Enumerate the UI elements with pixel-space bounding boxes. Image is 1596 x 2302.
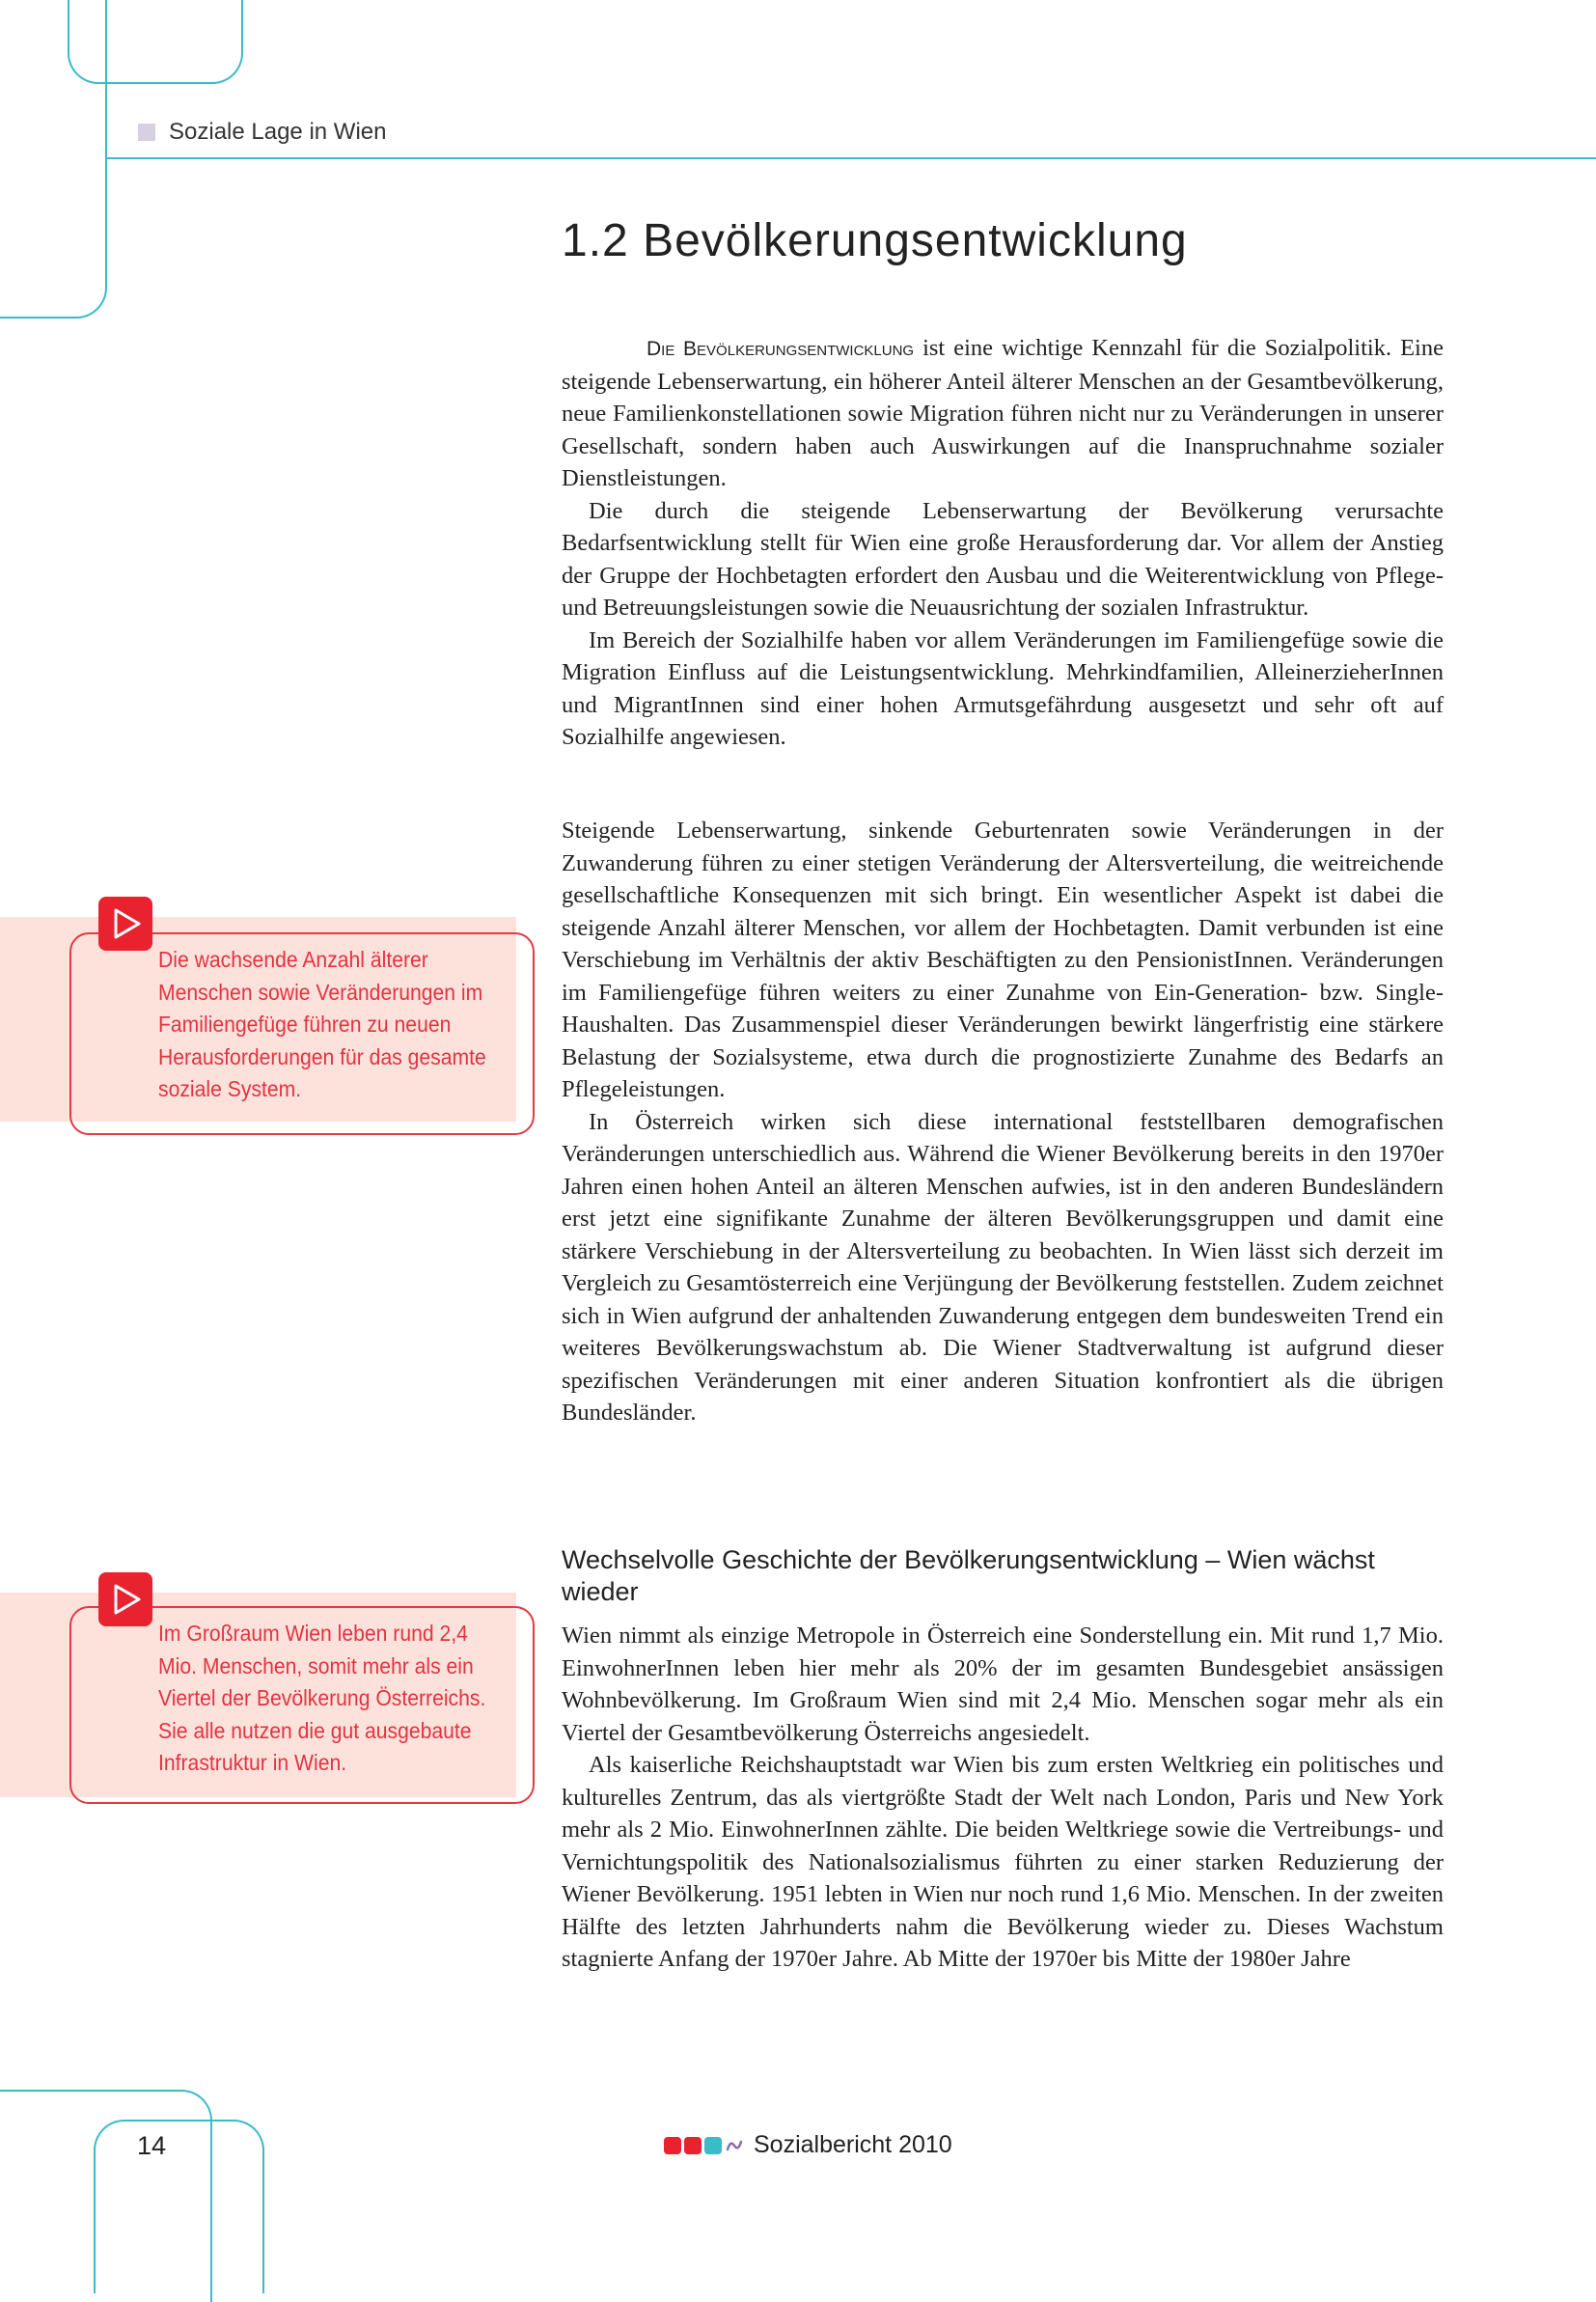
callout-text: Im Großraum Wien leben rund 2,4 Mio. Menschen, somit mehr als ein Viertel der Bevölkerung Österreichs. Sie alle nutzen die gut ausgebaute Infrastruktur in Wien.	[158, 1621, 486, 1775]
callout-badge	[98, 897, 152, 951]
intro-rest: ist eine wichtige Kennzahl für die Sozialpolitik. Eine steigende Lebenserwartung, ein höherer Anteil älterer Menschen an der Gesamtbevölkerung, neue Familienkonstellationen sowie Migration führen nicht nur zu Veränderungen in unserer Gesellschaft, sondern haben auch Auswirkungen auf die Inanspruchnahme sozialer Dienstleistungen.	[562, 335, 1444, 491]
paragraph: Als kaiserliche Reichshauptstadt war Wien bis zum ersten Weltkrieg ein politisches und kulturelles Zentrum, das als viertgrößte Stadt der Welt nach London, Paris und New York mehr als 2 Mio. EinwohnerInnen zählte. Die beiden Weltkriege sowie die Vertreibungs- und Vernichtungspolitik des Nationalsozialismus führten zu einer starken Reduzierung der Wiener Bevölkerung. 1951 lebten in Wien nur noch rund 1,6 Mio. Menschen. In der zweiten Hälfte des letzten Jahrhunderts nahm die Bevölkerung wieder zu. Dieses Wachstum stagnierte Anfang der 1970er Jahre. Ab Mitte der 1970er bis Mitte der 1980er Jahre	[562, 1752, 1444, 1972]
paragraph: Die durch die steigende Lebenserwartung der Bevölkerung verursachte Bedarfsentwicklung stellt für Wien eine große Herausforderung dar. Vor allem der Anstieg der Gruppe der Hochbetagten erfordert den Ausbau und die Weiterentwicklung von Pflege- und Betreuungsleistungen sowie die Neuausrichtung der sozialen Infrastruktur.	[562, 497, 1444, 621]
callout-badge	[98, 1572, 152, 1626]
intro-block	[562, 332, 1444, 754]
header-rule	[107, 157, 1596, 159]
page-number: 14	[137, 2131, 167, 2160]
header-side-frame	[0, 0, 107, 319]
paragraph: Wien nimmt als einzige Metropole in Österreich eine Sonderstellung ein. Mit rund 1,7 Mio. EinwohnerInnen leben hier mehr als 20% der im gesamten Bundesgebiet ansässigen Wohnbevölkerung. Im Großraum Wien sind mit 2,4 Mio. Menschen sogar mehr als ein Viertel der Gesamtbevölkerung Österreichs angesiedelt.	[562, 1622, 1444, 1746]
publication-title: Sozialbericht 2010	[754, 2131, 952, 2158]
footer-brand	[664, 2131, 952, 2159]
section-subheading: Wechselvolle Geschichte der Bevölkerungsentwicklung – Wien wächst wieder	[562, 1545, 1375, 1606]
paragraph: In Österreich wirken sich diese international feststellbaren demografischen Veränderungen unterschiedlich aus. Während die Wiener Bevölkerung bereits in den 1970er Jahren einen hohen Anteil an älteren Menschen aufwies, ist in den anderen Bundesländern erst jetzt eine signifikante Zunahme der älteren Bevölkerungsgruppen und damit eine stärkere Verschiebung in der Altersverteilung zu beobachten. In Wien lässt sich derzeit im Vergleich zu Gesamtösterreich eine Verjüngung der Bevölkerung feststellen. Zudem zeichnet sich in Wien aufgrund der anhaltenden Zuwanderung entgegen dem bundesweiten Trend ein weiteres Bevölkerungswachstum ab. Die Wiener Stadtverwaltung ist aufgrund dieser spezifischen Veränderungen mit einer anderen Situation konfrontiert als die übrigen Bundesländer.	[562, 1108, 1444, 1426]
page-title: 1.2 Bevölkerungsentwicklung	[562, 215, 1188, 266]
footer-page-frame	[94, 2120, 264, 2293]
play-icon	[108, 906, 143, 941]
section-marker-icon	[138, 124, 155, 141]
intro-lead: Die Bevölkerungsentwicklung	[647, 338, 915, 360]
running-header	[138, 118, 386, 147]
history-block	[562, 1620, 1444, 1976]
paragraph: Im Bereich der Sozialhilfe haben vor allem Veränderungen im Familiengefüge sowie die Migration Einfluss auf die Leistungsentwicklung. Mehrkindfamilien, AlleinerzieherInnen und MigrantInnen sind einer hohen Armutsgefährdung ausgesetzt und sehr oft auf Sozialhilfe angewiesen.	[562, 626, 1444, 750]
demography-block	[562, 815, 1444, 1429]
intro-paragraph	[562, 332, 1444, 495]
section-label: Soziale Lage in Wien	[169, 119, 387, 145]
sozialbericht-logo-icon	[664, 2136, 744, 2155]
paragraph: Steigende Lebenserwartung, sinkende Geburtenraten sowie Veränderungen in der Zuwanderung führen zu einer stetigen Veränderung der Altersverteilung, die weitreichende gesellschaftliche Konsequenzen mit sich bringt. Ein wesentlicher Aspekt ist dabei die steigende Anzahl älterer Menschen, vor allem der Hochbetagten. Damit verbunden ist eine Verschiebung im Verhältnis der aktiv Beschäftigten zu den PensionistInnen. Veränderungen im Familiengefüge führen weiters zu einer Zunahme von Ein-Generation- bzw. Single-Haushalten. Das Zusammenspiel dieser Veränderungen bewirkt längerfristig eine stärkere Belastung der Sozialsysteme, etwa durch die prognostizierte Zunahme des Bedarfs an Pflegeleistungen.	[562, 818, 1444, 1102]
play-icon	[108, 1582, 143, 1617]
callout-text: Die wachsende Anzahl älterer Menschen sowie Veränderungen im Familiengefüge führen zu neuen Herausforderungen für das gesamte soziale System.	[158, 947, 486, 1101]
